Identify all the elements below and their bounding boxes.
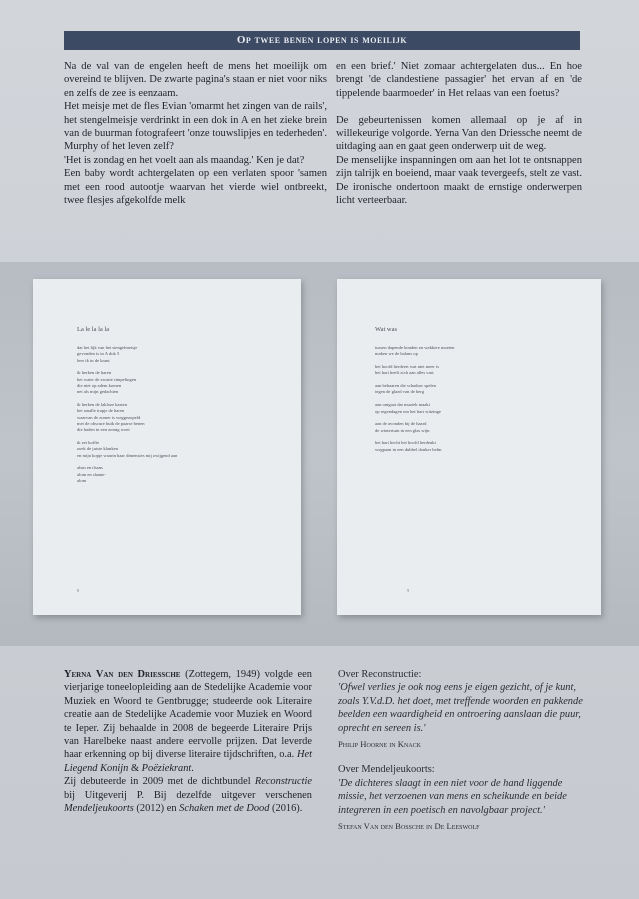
poem-line: aan de avonden bij de haard [375, 421, 427, 427]
poem-line: het hart heeft zich aan alles vast [375, 370, 434, 376]
poem-title: La le la la la [77, 326, 110, 333]
poem-line: aan behaaren die schaduw spelen [375, 383, 436, 389]
poem-stanza [375, 383, 575, 396]
poem-line: dat het lijk van het stengelmeisje [77, 345, 138, 350]
magazine-title: Poëziekrant [141, 762, 192, 774]
poem-stanza [375, 345, 575, 358]
magazine-title: Het Liegend Konijn [64, 749, 312, 774]
poem-line: waarvan de zomer is weggezopeld [77, 414, 141, 420]
poem-line: gevonden is in A dok 5 [77, 351, 120, 357]
poem-line: net als mijn gedachten [77, 389, 119, 395]
bio-text: (2016). [269, 803, 303, 815]
article-column-right [336, 60, 582, 207]
poem-line: tussen dapende bonden en wakkere moeten [375, 345, 455, 350]
review-source: Philip Hoorne in Knack [338, 739, 421, 750]
author-bio [64, 668, 312, 815]
bio-text: Zij debuteerde in 2009 met de dichtbundel [64, 776, 255, 788]
bio-paragraph [64, 775, 312, 815]
poem-line: de wintertuin in een glas wijn [375, 427, 430, 433]
banner-title: Op twee benen lopen is moeilijk [236, 34, 408, 46]
poem-line: alom [77, 478, 87, 484]
bio-text: (2012) en [133, 803, 180, 815]
article-paragraph: Na de val van de engelen heeft de mens het moeilijk om overeind te blijven. De zwarte pagina's staan er niet voor niks en zelfs de zee is eenzaam. [64, 61, 327, 99]
poem-line: wegpaan in een dubbel donker helm [375, 446, 442, 452]
article-paragraph: Een baby wordt achtergelaten op een verlaten spoor 'samen met een rood autootje waarvan het vierde wiel ontbreekt, twee flesjes afgekolfde melk [64, 168, 327, 207]
poem-line: maken we de balans op [375, 351, 418, 357]
poem-stanza [375, 402, 575, 415]
poem-stanza [77, 465, 277, 484]
article-column-left [64, 60, 327, 207]
poem-stanza [77, 345, 277, 364]
poem-stanza [77, 370, 277, 395]
poem-line: aan ontgaat dat muziek maakt [375, 402, 430, 408]
review-source: Stefan Van den Bossche in De Leeswolf [338, 821, 480, 832]
poem-stanza [375, 421, 575, 434]
poem-line: die haden in een zomig woei [77, 427, 130, 433]
poem-stanza [375, 440, 575, 453]
poem-line: het smalle trapje de haren [77, 408, 125, 414]
poem-line: het hoofd herdeert wat niet meer is [375, 364, 440, 370]
section-banner [64, 31, 580, 50]
poem-line: ik herken de lakloze kasten [77, 402, 127, 408]
poem-line: alsm en ilsans [77, 465, 103, 471]
page-number: 9 [407, 588, 410, 593]
poem-line: zoek de juiste klanken [77, 446, 118, 452]
poem-stanza [77, 402, 277, 433]
page-number: 8 [77, 588, 80, 593]
book-title: Mendeljeukoorts [64, 803, 134, 815]
bio-text: bij Uitgeverij P. Bij dezelfde uitgever verschenen [64, 789, 312, 801]
bio-text: . [191, 762, 194, 774]
poem-line: ik herken de haren [77, 370, 112, 376]
review-quote: 'Ofwel verlies je ook nog eens je eigen gezicht, of je kunt, zoals Y.V.d.D. het doet, met treffende woorden en pakkende beelden een waardigheid en ontroering aanslaan die puur, oprecht en sereen is.' [338, 682, 583, 734]
bio-text: volgde een vierjarige toneelopleiding aan de Stedelijke Academie voor Muziek en Woord te Gentbrugge; studeerde ook Literaire creatie aan de Stedelijke Academie voor Muziek en Woord te Ieper. Zij behaalde in 2008 de begeerde Literaire Prijs van Harelbeke naast andere eervolle prijzen. Dat leverde haar erkenning op bij diverse literaire tijdschriften, o.a. [64, 669, 312, 761]
bio-paragraph [64, 668, 312, 775]
article-paragraph: Het meisje met de fles Evian 'omarmt het zingen van de rails', het stengelmeisje verdrinkt in een dok in A en het zieke brein van de buurman fotografeert 'onze touwslipjes en tederheden'. Murphy of het leven zelf? [64, 101, 327, 153]
review-title: Over Reconstructie: [338, 669, 422, 680]
review-title: Over Mendeljeukoorts: [338, 764, 435, 776]
poem-title: Wat was [375, 326, 398, 333]
poem-stanza [375, 364, 575, 377]
poem-line: die niet op adem komen [77, 382, 122, 388]
poem-line: met de obscure buik de paarse benen [77, 420, 145, 426]
review-quote: 'De dichteres slaagt in een niet voor de hand liggende missie, het verzoenen van mens en scheikunde en beide integreren in een poetisch en navolgbaar project.' [338, 777, 567, 816]
book-page-right [337, 279, 601, 615]
poem-stanza [77, 440, 277, 459]
poem-line: het hart hecht het hoofd herdenkt [375, 440, 436, 446]
article-paragraph: 'Het is zondag en het voelt aan als maandag.' Ken je dat? [64, 154, 305, 166]
poem-line: tegen de glazd van de berg [375, 389, 425, 395]
poem-line: ik zet koffie [77, 440, 100, 446]
poem-line: het water de zwarte rimpelingen [77, 376, 137, 382]
reviews [338, 668, 584, 833]
article-paragraph: De menselijke inspanningen om aan het lot te ontsnappen zijn talrijk en boeiend, maar vaak tevergeefs, stelt ze vast. De ironische ondertoon maakt de ernstige onderwerpen licht verteerbaar. [336, 154, 582, 207]
book-title: Schaken met de Dood [179, 803, 270, 815]
book-page-left [33, 279, 301, 615]
author-name: Yerna Van den Driessche [64, 669, 181, 680]
article-paragraph: en een brief.' Niet zomaar achtergelaten dus... En hoe brengt 'de clandestiene passagier' het ervan af en 'de tippelende baarmoeder' in Het relaas van een foetus? [336, 61, 582, 99]
poem-body [77, 345, 277, 491]
poem-body [375, 345, 575, 460]
poem-line: alom en slaane- [77, 471, 106, 477]
poem-line: en mijn kopje waarin haar dimensies mij zwijgend aan [77, 452, 178, 458]
book-title: Reconstructie [254, 776, 312, 788]
bio-text: & [128, 762, 142, 774]
article-paragraph: De gebeurtenissen komen allemaal op je af in willekeurige volgorde. Yerna Van den Driessche neemt de uitdaging aan en gaat geen onderwerp uit de weg. [336, 114, 582, 153]
poem-line: op regendagen om het hart witzinge [375, 408, 441, 414]
poem-line: lees ik in de krant [77, 357, 110, 363]
author-birth: (Zottegem, 1949) [185, 669, 260, 680]
